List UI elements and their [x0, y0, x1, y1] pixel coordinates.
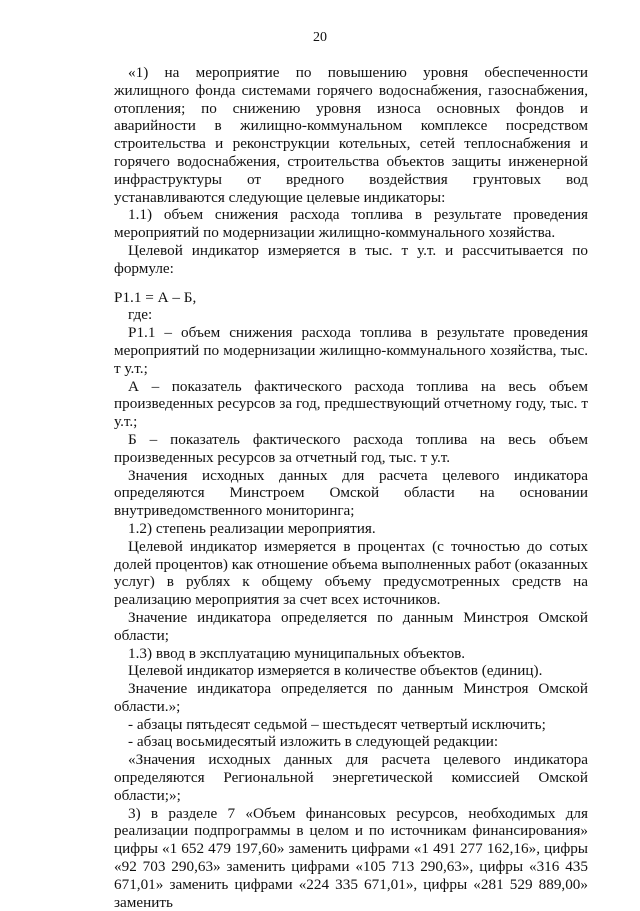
paragraph-indicator-1-3-source: Значение индикатора определяется по данным Минстроя Омской области.»; [114, 680, 588, 715]
formula-def-a: А – показатель фактического расхода топлива на весь объем произведенных ресурсов за год, предшествующий отчетному году, тыс. т у.т.; [114, 377, 588, 431]
paragraph-indicator-1-1: 1.1) объем снижения расхода топлива в результате проведения мероприятий по модернизации жилищно-коммунального хозяйства. [114, 206, 588, 242]
formula-where: где: [128, 306, 153, 324]
paragraph-indicator-1-2-source: Значение индикатора определяется по данным Минстроя Омской области; [114, 608, 588, 644]
formula-def-b: Б – показатель фактического расхода топлива на весь объем произведенных ресурсов за отчетный год, тыс. т у.т. [114, 430, 588, 466]
document-body [114, 64, 588, 911]
paragraph-indicator-1-3-measure: Целевой индикатор измеряется в количестве объектов (единиц). [128, 662, 543, 680]
paragraph-indicator-1-3: 1.3) ввод в эксплуатацию муниципальных объектов. [128, 644, 466, 662]
page-number: 20 [313, 30, 327, 45]
formula-def-p11: Р1.1 – объем снижения расхода топлива в результате проведения мероприятий по модернизации жилищно-коммунального хозяйства, тыс. т у.т.; [114, 324, 588, 377]
paragraph-exclude-items: - абзацы пятьдесят седьмой – шестьдесят четвертый исключить; [128, 715, 546, 733]
paragraph-indicator-1-2-measure: Целевой индикатор измеряется в процентах (с точностью до сотых долей процентов) как отношение объема выполненных работ (оказанных услуг) в рублях к общему объему предусмотренных средств на реализацию мероприятия за счет всех источников. [114, 537, 588, 609]
paragraph-new-wording: - абзац восьмидесятый изложить в следующей редакции: [128, 733, 499, 751]
paragraph-targets-intro: «1) на мероприятие по повышению уровня обеспеченности жилищного фонда системами горячего водоснабжения, газоснабжения, отопления; по снижению уровня износа основных фондов и аварийности в жилищно-коммунальном комплексе посредством строительства и реконструкции котельных, сетей теплоснабжения и горячего водоснабжения, строительства объектов защиты инженерной инфраструктуры от вредного воздействия грунтовых вод устанавливаются следующие целевые индикаторы: [114, 64, 588, 206]
paragraph-indicator-1-2: 1.2) степень реализации мероприятия. [128, 519, 376, 537]
paragraph-indicator-1-1-measure: Целевой индикатор измеряется в тыс. т у.т. и рассчитывается по формуле: [114, 241, 588, 277]
paragraph-section-7: 3) в разделе 7 «Объем финансовых ресурсов, необходимых для реализации подпрограммы в целом и по источникам финансирования» цифры «1 652 479 197,60» заменить цифрами «1 491 277 162,16», цифры «92 703 290,63» заменить цифрами «105 713 290,63», цифры «316 435 671,01» заменить цифрами «224 335 671,01», цифры «281 529 889,00» заменить [114, 804, 588, 911]
paragraph-quoted-wording: «Значения исходных данных для расчета целевого индикатора определяются Региональной энергетической комиссией Омской области;»; [114, 751, 588, 804]
paragraph-source-data: Значения исходных данных для расчета целевого индикатора определяются Минстроем Омской области на основании внутриведомственного мониторинга; [114, 466, 588, 520]
formula: Р1.1 = А – Б, [114, 288, 197, 306]
